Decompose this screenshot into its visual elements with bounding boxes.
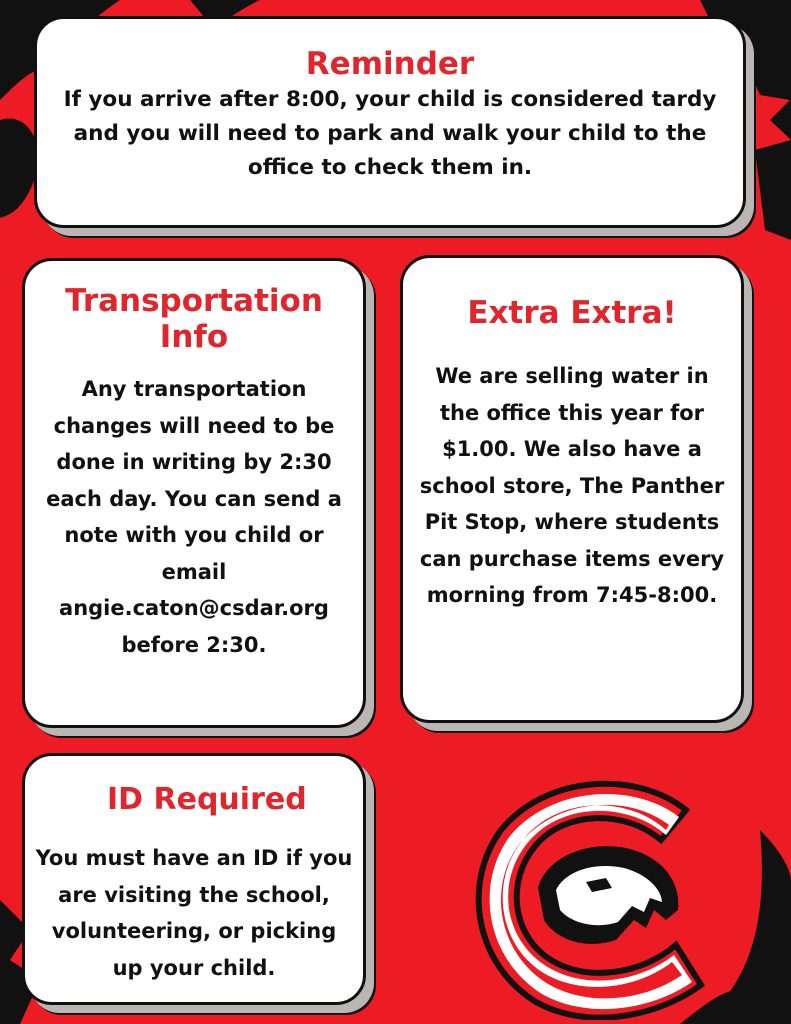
id-required-body: You must have an ID if you are visiting the school, volunteering, or picking up your child. <box>35 846 353 980</box>
reminder-card <box>34 16 746 228</box>
transportation-body: Any transportation changes will need to be done in writing by 2:30 each day. You can send a note with you child or email angie.caton@csdar.org before 2:30. <box>46 377 342 657</box>
id-required-title: ID Required <box>107 782 307 817</box>
transportation-card <box>22 258 366 728</box>
reminder-body: If you arrive after 8:00, your child is considered tardy and you will need to park and walk your child to the office to check them in. <box>63 87 717 180</box>
reminder-title: Reminder <box>305 46 475 82</box>
extra-extra-title: Extra Extra! <box>467 295 677 331</box>
panther-c-logo-icon <box>466 770 726 1020</box>
extra-extra-card <box>400 255 744 723</box>
id-required-card <box>22 753 366 1005</box>
transportation-title: Transportation Info <box>65 283 323 355</box>
extra-extra-body: We are selling water in the office this year for $1.00. We also have a school store, The Panther Pit Stop, where students can purchase items every morning from 7:45-8:00. <box>419 364 725 607</box>
